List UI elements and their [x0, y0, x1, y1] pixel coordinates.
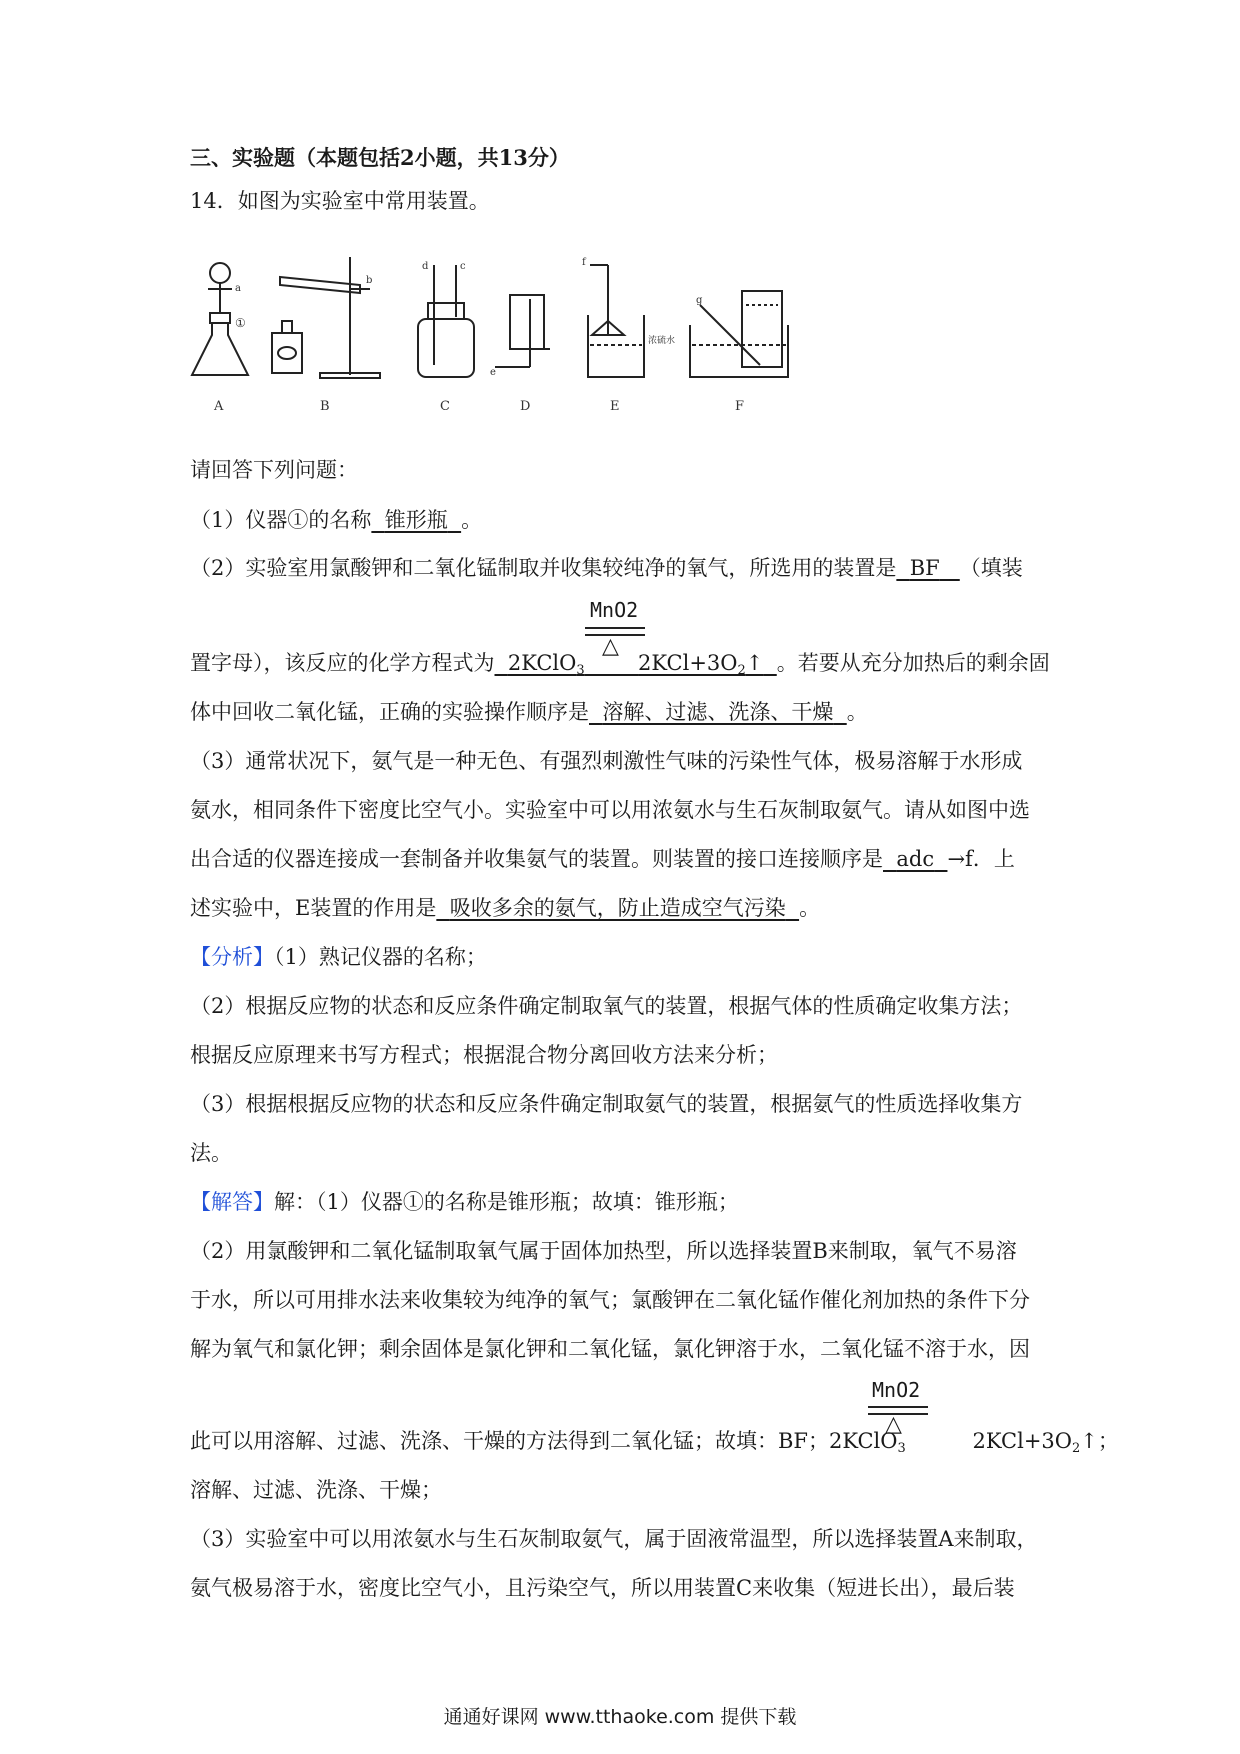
- prompt-line: 请回答下列问题：: [190, 458, 358, 482]
- q3-answer-purpose: 吸收多余的氨气，防止造成空气污染: [449, 896, 786, 920]
- q2-line2: 置字母），该反应的化学方程式为 2KClO$_3$ $2KCl+3O_2↑$ 。若要从充分加热后的剩余固: [190, 651, 1050, 678]
- q2-line1: （2）实验室用氯酸钾和二氧化锰制取并收集较纯净的氧气，所选用的装置是 BF （填装: [190, 556, 1023, 580]
- apparatus-d: [490, 295, 550, 378]
- solution-line3: 于水，所以可用排水法来收集较为纯净的氧气；氯酸钾在二氧化锰作催化剂加热的条件下分: [190, 1288, 1030, 1312]
- solution-catalyst: MnO2: [872, 1378, 921, 1402]
- q3-line1: （3）通常状况下，氨气是一种无色、有强烈刺激性气味的污染性气体，极易溶解于水形成: [190, 749, 1023, 773]
- q1-line: （1）仪器①的名称 锥形瓶 。: [190, 508, 483, 532]
- analysis-line3: 根据反应原理来书写方程式；根据混合物分离回收方法来分析；: [190, 1043, 778, 1067]
- q3-answer-order: adc: [896, 847, 935, 871]
- label-f: f: [582, 257, 586, 268]
- solution-line2: （2）用氯酸钾和二氧化锰制取氧气属于固体加热型，所以选择装置B来制取，氧气不易溶: [190, 1239, 1017, 1263]
- apparatus-e: [582, 257, 675, 377]
- solution-line4: 解为氧气和氯化钾；剩余固体是氯化钾和二氧化锰，氯化钾溶于水，二氧化锰不溶于水，因: [190, 1337, 1030, 1361]
- solution-line1: 【解答】解：（1）仪器①的名称是锥形瓶；故填：锥形瓶；: [190, 1190, 739, 1214]
- q2-heat-symbol: △: [602, 634, 619, 659]
- solution-line6: 溶解、过滤、洗涤、干燥；: [190, 1478, 442, 1502]
- q1-answer: 锥形瓶: [384, 508, 448, 532]
- apparatus-label-f: F: [735, 399, 745, 414]
- solution-line8: 氨气极易溶于水，密度比空气小，且污染空气，所以用装置C来收集（短进长出），最后装: [190, 1576, 1015, 1600]
- analysis-line4: （3）根据根据反应物的状态和反应条件确定制取氨气的装置，根据氨气的性质选择收集方: [190, 1092, 1023, 1116]
- question-stem: 14．如图为实验室中常用装置。: [190, 189, 490, 213]
- apparatus-label-b: B: [320, 399, 330, 414]
- q2-catalyst: MnO2: [590, 598, 639, 622]
- apparatus-a: [192, 263, 248, 375]
- solution-line7: （3）实验室中可以用浓氨水与生石灰制取氨气，属于固液常温型，所以选择装置A来制取，: [190, 1527, 1038, 1551]
- apparatus-figure: [190, 255, 900, 425]
- analysis-line1: 【分析】（1）熟记仪器的名称；: [190, 945, 487, 969]
- label-b: b: [366, 275, 373, 286]
- solution-tag: 【解答】: [190, 1190, 274, 1214]
- analysis-line5: 法。: [190, 1141, 232, 1165]
- q3-line4: 述实验中，E装置的作用是 吸收多余的氨气，防止造成空气污染 。: [190, 896, 821, 920]
- apparatus-label-a: A: [214, 399, 224, 414]
- q2-line3: 体中回收二氧化锰，正确的实验操作顺序是 溶解、过滤、洗涤、干燥 。: [190, 700, 868, 724]
- water-label: 浓硫水: [648, 336, 676, 346]
- apparatus-b: [272, 257, 380, 378]
- apparatus-c: [418, 261, 474, 377]
- label-g: g: [696, 295, 703, 306]
- apparatus-f: [690, 291, 788, 377]
- label-e: e: [490, 367, 496, 378]
- q3-line2: 氨水，相同条件下密度比空气小。实验室中可以用浓氨水与生石灰制取氨气。请从如图中选: [190, 798, 1030, 822]
- apparatus-label-c: C: [440, 399, 450, 414]
- page-footer: 通通好课网 www.tthaoke.com 提供下载: [443, 1706, 797, 1728]
- solution-heat-symbol: △: [885, 1412, 902, 1437]
- label-a: a: [235, 283, 241, 294]
- q2-answer-devices: BF: [909, 556, 940, 580]
- q2-answer-steps: 溶解、过滤、洗涤、干燥: [602, 700, 834, 724]
- apparatus-label-d: D: [520, 399, 531, 414]
- q3-line3: 出合适的仪器连接成一套制备并收集氨气的装置。则装置的接口连接顺序是 adc →f．上: [190, 847, 1015, 871]
- label-c: c: [460, 261, 466, 272]
- analysis-line2: （2）根据反应物的状态和反应条件确定制取氧气的装置，根据气体的性质确定收集方法；: [190, 994, 1023, 1018]
- analysis-tag: 【分析】: [190, 945, 274, 969]
- label-d: d: [422, 261, 429, 272]
- circle-1-label: ①: [235, 316, 246, 330]
- solution-line5: 此可以用溶解、过滤、洗涤、干燥的方法得到二氧化锰；故填：BF；2KClO$_3$ $2KCl+3O_2↑$；: [190, 1429, 1119, 1456]
- section-title: 三、实验题（本题包括2小题，共13分）: [190, 145, 570, 170]
- apparatus-label-e: E: [610, 399, 620, 414]
